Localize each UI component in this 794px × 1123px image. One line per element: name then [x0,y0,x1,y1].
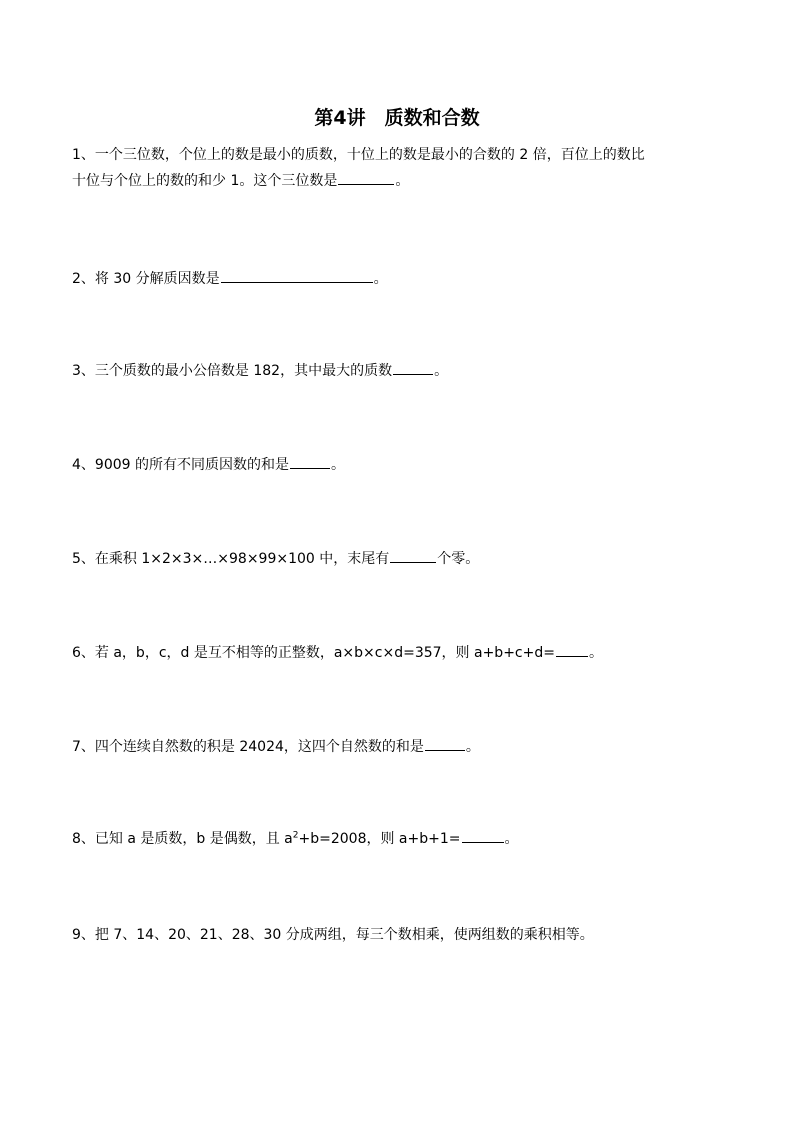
question-3 [72,358,732,384]
question-2-end: 。 [373,271,388,287]
answer-blank-8[interactable] [462,827,504,843]
question-7 [72,734,732,760]
question-6 [72,640,732,666]
answer-blank-6[interactable] [556,641,588,657]
question-4 [72,452,732,478]
question-4-text: 4、9009 的所有不同质因数的和是 [72,457,289,473]
question-8-end: 。 [504,831,519,847]
question-6-end: 。 [588,645,603,661]
question-4-end: 。 [331,457,345,473]
question-1 [72,142,732,194]
question-6-text: 6、若 a，b，c，d 是互不相等的正整数，a×b×c×d=357，则 a+b+c+d= [72,645,555,661]
question-9 [72,922,732,948]
question-7-end: 。 [465,739,480,755]
question-1-line-1: 1、一个三位数，个位上的数是最小的质数，十位上的数是最小的合数的 2 倍，百位上的数比 [72,147,645,163]
question-8 [72,826,732,852]
question-8-text: 8、已知 a 是质数，b 是偶数，且 a [72,831,293,847]
question-1-end: 。 [395,173,410,189]
answer-blank-2[interactable] [221,267,373,283]
question-5-end: 个零。 [437,551,480,567]
question-1-line-2: 十位与个位上的数的和少 1。这个三位数是 [72,173,338,189]
question-3-end: 。 [434,363,449,379]
question-9-text: 9、把 7、14、20、21、28、30 分成两组，每三个数相乘，使两组数的乘积相等。 [72,927,594,943]
question-7-text: 7、四个连续自然数的积是 24024，这四个自然数的和是 [72,739,424,755]
question-2 [72,266,732,292]
question-5-text: 5、在乘积 1×2×3×…×98×99×100 中，末尾有 [72,551,390,567]
answer-blank-1[interactable] [338,169,394,185]
question-2-text: 2、将 30 分解质因数是 [72,271,220,287]
superscript-exponent: 2 [292,830,299,841]
answer-blank-4[interactable] [290,453,330,469]
answer-blank-7[interactable] [425,735,465,751]
answer-blank-3[interactable] [393,359,433,375]
question-5 [72,546,732,572]
page-title: 第4讲 质数和合数 [314,107,480,129]
question-3-text: 3、三个质数的最小公倍数是 182，其中最大的质数 [72,363,393,379]
question-8-text-cont: +b=2008，则 a+b+1= [298,831,461,847]
answer-blank-5[interactable] [390,547,436,563]
